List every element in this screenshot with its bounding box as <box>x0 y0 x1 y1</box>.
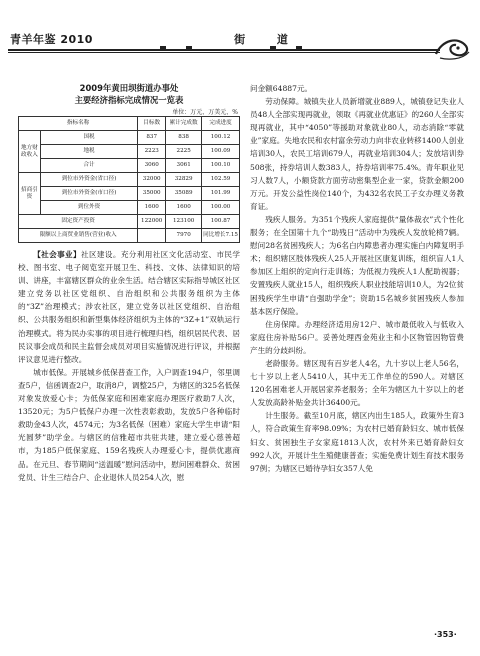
paragraph: 劳动保障。城镇失业人员新增就业889人，城镇登记失业人员48人全部实现再就业，领取《再就业优惠证》的260人全部实现再就业，其中“4050”等援助对象就业80人，动态消除“零就业”家庭。失地农民和农村富余劳动力向非农业转移1400人创业培训30人，农民工培训679人，再就业培训304人；发放培训券508张，持券培训人数383人，持券培训率75.4%。青年职业见习人数7人，小额贷款方面劳动密集型企业一家，贷款金额200万元。开发公益性岗位140个，为432名农民工子女办理义务教育证。 <box>250 97 464 211</box>
table-cell: 到位外资 <box>40 201 137 215</box>
table-cell: 100.87 <box>202 215 240 229</box>
table-cell: 固定资产投资 <box>19 215 138 229</box>
table-header-cell: 累计完成数 <box>166 117 202 131</box>
table-cell: 100.12 <box>202 131 240 145</box>
table-cell: 102.59 <box>202 173 240 187</box>
table-cell: 2223 <box>138 145 166 159</box>
table-cell: 地税 <box>40 145 137 159</box>
section-title: 街 道 <box>234 33 302 46</box>
table-row <box>19 187 240 201</box>
header-bar-mark <box>296 46 302 51</box>
table-row <box>19 201 240 215</box>
table-cell: 合计 <box>40 159 137 173</box>
table-cell: 1600 <box>166 201 202 215</box>
paragraph: 老龄服务。辖区现有百岁老人4名，九十岁以上老人56名，七十岁以上老人5410人，其中无工作单位的590人。对辖区120名困难老人开展居家养老服务；全年为辖区九十岁以上的老人发放高龄补贴金共计36400元。 <box>250 358 464 408</box>
table-header-cell: 目标数 <box>138 117 166 131</box>
paragraph: 城市低保。开展城乡低保普查工作，入户调查194户，邻里调查5户，信函调查2户，取消8户，调整25户，为辖区的325名低保对象发放爱心卡；为低保家庭和困难家庭办理医疗救助7人次，13520元；为5户低保户办理一次性表彰救助，发放5户各种临时救助金43人次，4574元；为3名低保（困难）家庭大学生申请“阳光圆梦”助学金。与辖区的信雅超市共驻共建，建立爱心慈善超市，为185户低保家庭、159名残疾人办理爱心卡，提供优惠商品。在元旦、春节期间“送温暖”慰问活动中，慰问困难群众、贫困党员、计生三结合户、企业退休人员254人次，慰 <box>18 367 240 482</box>
table-cell: 3060 <box>138 159 166 173</box>
header-rule <box>8 49 440 51</box>
paragraph: 问金额64887元。 <box>250 84 313 93</box>
left-column-text <box>18 248 240 484</box>
paragraph: 住房保障。办理经济适用房12户、城市最低收入与低收入家庭住房补贴56户。妥善处理西金苑业主和小区物管因物管费产生的分歧纠纷。 <box>250 319 464 355</box>
table-row <box>19 145 240 159</box>
table-cell: 100.09 <box>202 145 240 159</box>
header-bar-mark <box>160 46 166 51</box>
table-row <box>19 173 240 187</box>
table-title-line1: 2009年黄田坝街道办事处 <box>79 83 179 93</box>
table-cell: 3061 <box>166 159 202 173</box>
right-column-text <box>250 82 464 475</box>
paragraph: 计生服务。截至10月底，辖区内出生185人，政策外生育3人，符合政策生育率98.09%；为农村已婚育龄妇女、城市低保妇女、贫困独生子女家庭1813人次，农村外来已婚育龄妇女992人次，开展计生生殖健康普查；实施免费计划生育技术服务97例；为辖区已婚待孕妇女357人免 <box>250 411 464 473</box>
table-cell: 122000 <box>138 215 166 229</box>
economic-indicators-table <box>18 116 240 243</box>
table-cell: 32829 <box>166 173 202 187</box>
table-cell: 35089 <box>166 187 202 201</box>
section-tag: 【社会事业】 <box>33 250 81 259</box>
table-cell: 限额以上商贸业销售(营业)收入 <box>19 229 138 243</box>
header-bar-mark <box>186 46 192 51</box>
page-header <box>0 18 480 52</box>
table-cell: 35000 <box>138 187 166 201</box>
table-cell: 837 <box>138 131 166 145</box>
table-cell: 到位市外资金(省口径) <box>40 173 137 187</box>
table-cell: 123100 <box>166 215 202 229</box>
header-rule-thin <box>8 52 440 53</box>
table-cell: 100.10 <box>202 159 240 173</box>
table-unit: 单位：万元、万美元、% <box>172 109 238 116</box>
table-row <box>19 131 240 145</box>
table-cell: 2225 <box>166 145 202 159</box>
table-title-line2: 主要经济指标完成情况一览表 <box>74 95 184 105</box>
table-row <box>19 159 240 173</box>
table-header-cell: 完成进度 <box>202 117 240 131</box>
paragraph-text: 社区建设。充分利用社区文化活动室、市民学校、图书室、电子阅览室开展卫生、科技、文体、法律知识的培训、讲座，丰富辖区群众的业余生活。结合辖区实际指导城区社区建立党务以社区党组织、自治组织和公共服务组织为主体的“3Z”治理模式；涉农社区，建立党务以社区党组织、自治组织、公共服务组织和新型集体经济组织为主体的“3Z+1”双轨运行治理模式。将为民办实事的项目进行梳理归档，组织居民代表、居民议事会成员和民主监督会成员对项目实施情况进行评议，并根据评议意见进行整改。 <box>18 250 240 364</box>
table-title <box>18 82 240 106</box>
table-cell: 7970 <box>166 229 202 243</box>
table-group-cell: 地方财政收入 <box>19 131 41 173</box>
table-cell: 1600 <box>138 201 166 215</box>
table-cell: 101.99 <box>202 187 240 201</box>
table-cell: 32000 <box>138 173 166 187</box>
paragraph: 残疾人服务。为351个残疾人家庭提供“量体裁衣”式个性化服务；在全国第十九个“助残日”活动中为残疾人发放轮椅7辆。慰问28名贫困残疾人；为6名白内障患者办理实施白内障复明手术；组织辖区肢体残疾人25人开展社区康复训练，组织盲人1人参加区上组织的定向行走训练；为低视力残疾人1人配助视器；安置残疾人就业15人，组织残疾人职业技能培训10人，为2位贫困残疾学生申请“自强助学金”；资助15名城乡贫困残疾人参加基本医疗保险。 <box>250 214 464 316</box>
table-cell: 同比增长7.15 <box>202 229 240 243</box>
table-row <box>19 229 240 243</box>
table-cell <box>138 229 166 243</box>
table-group-cell: 招商引资 <box>19 173 41 215</box>
decorative-swirl-icon <box>432 32 472 62</box>
table-header-row <box>19 117 240 131</box>
paragraph <box>18 248 240 366</box>
page-number: ·353· <box>434 630 457 639</box>
table-cell: 100.00 <box>202 201 240 215</box>
table-header-cell: 指标名称 <box>19 117 138 131</box>
yearbook-title: 青羊年鉴 2010 <box>10 33 93 46</box>
table-cell: 到位市外资金(市口径) <box>40 187 137 201</box>
table-cell: 国税 <box>40 131 137 145</box>
table-row <box>19 215 240 229</box>
table-cell: 838 <box>166 131 202 145</box>
header-bar-mark <box>270 46 276 51</box>
